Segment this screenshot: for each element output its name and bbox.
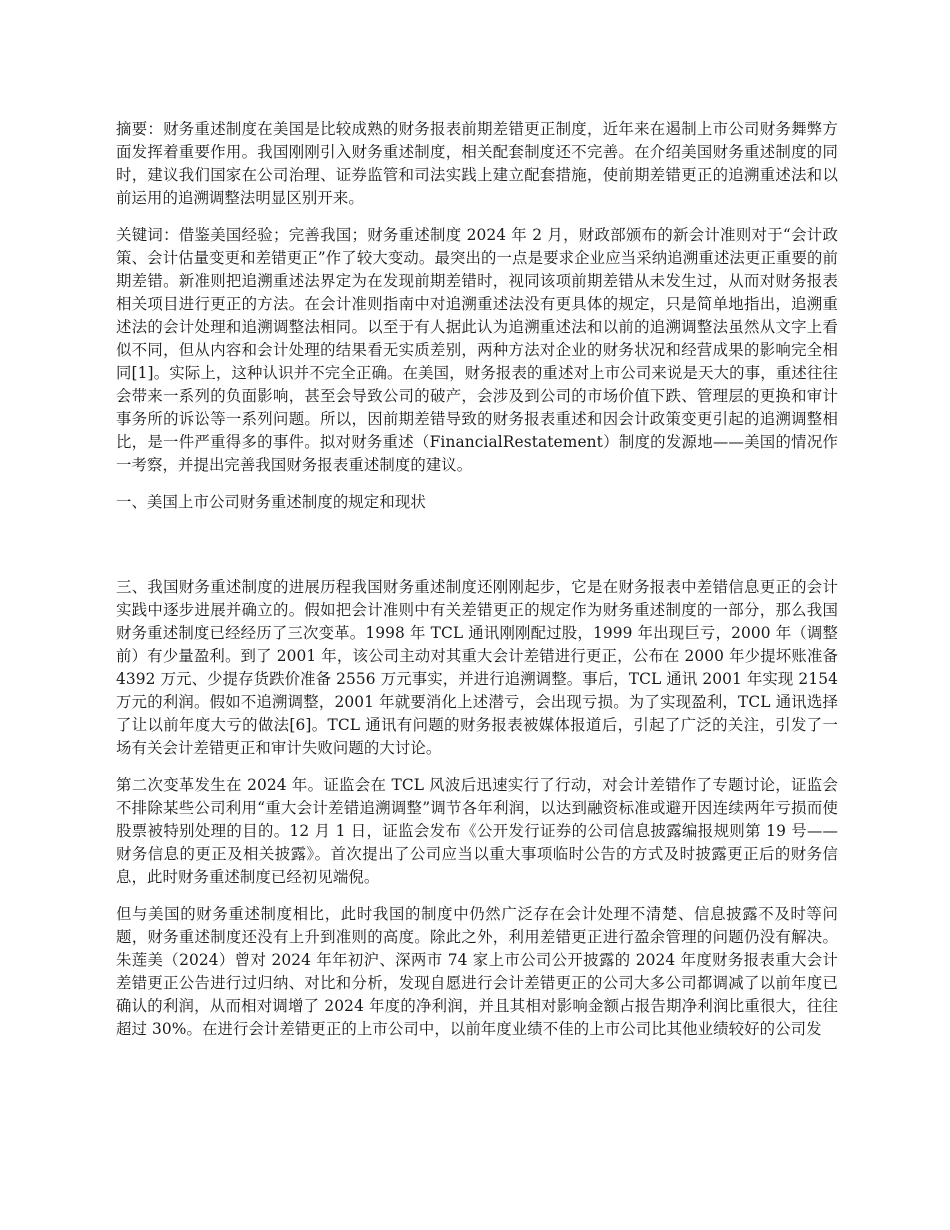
second-change-paragraph: 第二次变革发生在 2024 年。证监会在 TCL 风波后迅速实行了行动，对会计差错作了专题讨论，证监会不排除某些公司利用“重大会计差错追溯调整”调节各年利润，以达到融资标准或避开因连续两年亏损而使股票被特别处理的目的。12 月 1 日，证监会发布《公开发行证券的公司信息披露编报规则第 19 号——财务信息的更正及相关披露》。首次提出了公司应当以重大事项临时公告的方式及时披露更正后的财务信息，此时财务重述制度已经初见端倪。: [116, 776, 838, 886]
keywords-paragraph: 关键词：借鉴美国经验；完善我国；财务重述制度 2024 年 2 月，财政部颁布的新会计准则对于“会计政策、会计估量变更和差错更正”作了较大变动。最突出的一点是要求企业应当采纳追溯重述法更正重要的前期差错。新准则把追溯重述法界定为在发现前期差错时，视同该项前期差错从未发生过，从而对财务报表相关项目进行更正的方法。在会计准则指南中对追溯重述法没有更具体的规定，只是简单地指出，追溯重述法的会计处理和追溯调整法相同。以至于有人据此认为追溯重述法和以前的追溯调整法虽然从文字上看似不同，但从内容和会计处理的结果看无实质差别，两种方法对企业的财务状况和经营成果的影响完全相同[1]。实际上，这种认识并不完全正确。在美国，财务报表的重述对上市公司来说是天大的事，重述往往会带来一系列的负面影响，甚至会导致公司的破产，会涉及到公司的市场价值下跌、管理层的更换和审计事务所的诉讼等一系列问题。所以，因前期差错导致的财务报表重述和因会计政策变更引起的追溯调整相比，是一件严重得多的事件。拟对财务重述（FinancialRestatement）制度的发源地——美国的情况作一考察，并提出完善我国财务报表重述制度的建议。: [116, 226, 838, 474]
abstract-paragraph: 摘要：财务重述制度在美国是比较成熟的财务报表前期差错更正制度，近年来在遏制上市公司财务舞弊方面发挥着重要作用。我国刚刚引入财务重述制度，相关配套制度还不完善。在介绍美国财务重述制度的同时，建议我们国家在公司治理、证券监管和司法实践上建立配套措施，使前期差错更正的追溯重述法和以前运用的追溯调整法明显区别开来。: [116, 120, 838, 207]
section-3-paragraph: 三、我国财务重述制度的进展历程我国财务重述制度还刚刚起步，它是在财务报表中差错信息更正的会计实践中逐步进展并确立的。假如把会计准则中有关差错更正的规定作为财务重述制度的一部分，那么我国财务重述制度已经经历了三次变革。1998 年 TCL 通讯刚刚配过股，1999 年出现巨亏，2000 年（调整前）有少量盈利。到了 2001 年，该公司主动对其重大会计差错进行更正，公布在 2000 年少提坏账准备 4392 万元、少提存货跌价准备 2556 万元事实，并进行追溯调整。事后，TCL 通讯 2001 年实现 2154 万元的利润。假如不追溯调整，2001 年就要消化上述潜亏，会出现亏损。为了实现盈利，TCL 通讯选择了让以前年度大亏的做法[6]。TCL 通讯有问题的财务报表被媒体报道后，引起了广泛的关注，引发了一场有关会计差错更正和审计失败问题的大讨论。: [116, 578, 838, 757]
document-page: [116, 118, 838, 1055]
blank-gap: [116, 528, 838, 576]
comparison-paragraph: 但与美国的财务重述制度相比，此时我国的制度中仍然广泛存在会计处理不清楚、信息披露不及时等问题，财务重述制度还没有上升到准则的高度。除此之外，利用差错更正进行盈余管理的问题仍没有解决。朱莲美（2024）曾对 2024 年年初沪、深两市 74 家上市公司公开披露的 2024 年度财务报表重大会计差错更正公告进行过归纳、对比和分析，发现自愿进行会计差错更正的公司大多公司都调减了以前年度已确认的利润，从而相对调增了 2024 年度的净利润，并且其相对影响金额占报告期净利润比重很大，往往超过 30%。在进行会计差错更正的上市公司中，以前年度业绩不佳的上市公司比其他业绩较好的公司发: [116, 905, 838, 1038]
section-1-heading: 一、美国上市公司财务重述制度的规定和现状: [116, 493, 426, 511]
